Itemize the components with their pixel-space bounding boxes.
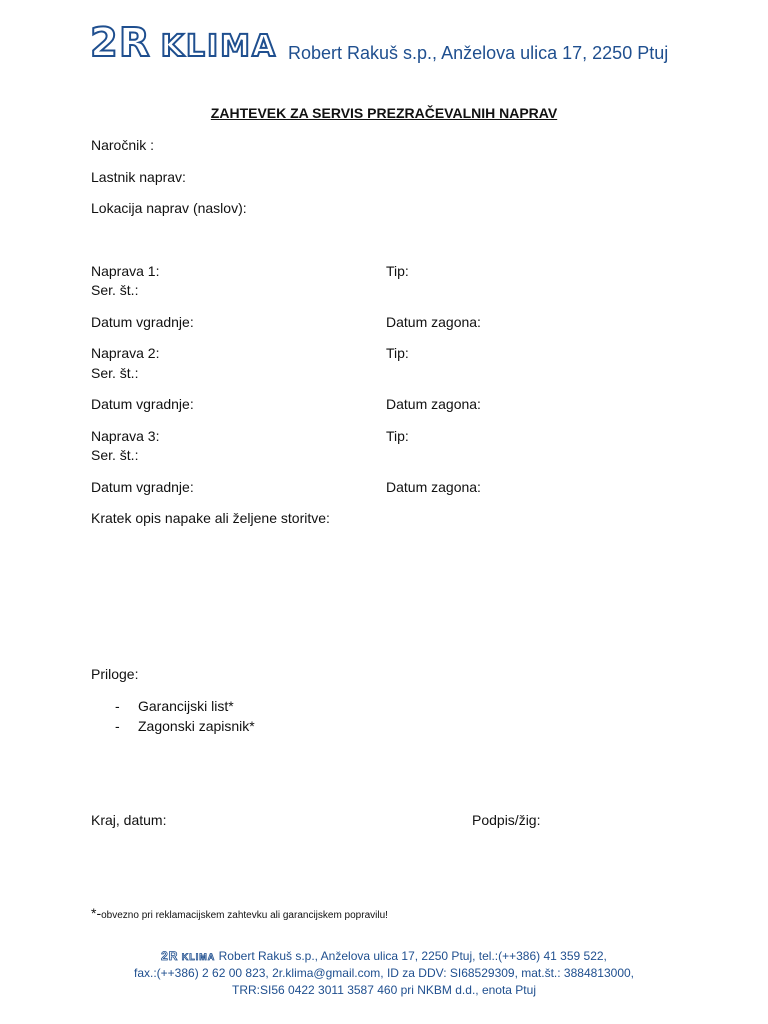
device-2-datum-vgradnje: Datum vgradnje: bbox=[91, 396, 194, 412]
device-3-datum-vgradnje: Datum vgradnje: bbox=[91, 479, 194, 495]
device-1-name: Naprava 1: bbox=[91, 263, 160, 279]
footnote-text: obvezno pri reklamacijskem zahtevku ali garancijskem popravilu! bbox=[101, 910, 388, 921]
footer-line-1-text: Robert Rakuš s.p., Anželova ulica 17, 2250 Ptuj, tel.:(++386) 41 359 522, bbox=[215, 949, 607, 963]
priloge-bullet-1: - bbox=[115, 698, 120, 714]
device-2-ser: Ser. št.: bbox=[91, 365, 139, 381]
narocnik-label: Naročnik : bbox=[91, 137, 155, 153]
logo-main: 2R bbox=[90, 20, 151, 66]
device-1-datum-vgradnje: Datum vgradnje: bbox=[91, 314, 194, 330]
footer-logo-main: 2R bbox=[161, 949, 179, 963]
company-logo bbox=[90, 20, 277, 66]
device-2-datum-zagona: Datum zagona: bbox=[386, 396, 481, 412]
footer-logo-sub: KLIMA bbox=[181, 952, 216, 962]
device-2-name: Naprava 2: bbox=[91, 345, 160, 361]
device-3-ser: Ser. št.: bbox=[91, 447, 139, 463]
priloge-bullet-2: - bbox=[115, 718, 120, 734]
device-3-name: Naprava 3: bbox=[91, 428, 160, 444]
logo-sub: KLIMA bbox=[160, 29, 278, 64]
device-1-datum-zagona: Datum zagona: bbox=[386, 314, 481, 330]
priloge-label: Priloge: bbox=[91, 666, 139, 682]
device-1-ser: Ser. št.: bbox=[91, 282, 139, 298]
device-3-tip: Tip: bbox=[386, 428, 409, 444]
opis-label: Kratek opis napake ali željene storitve: bbox=[91, 510, 330, 526]
device-2-tip: Tip: bbox=[386, 345, 409, 361]
footer-line-2: fax.:(++386) 2 62 00 823, 2r.klima@gmail.com, ID za DDV: SI68529309, mat.št.: 3884813000, bbox=[133, 966, 634, 980]
podpis-label: Podpis/žig: bbox=[472, 812, 541, 828]
lokacija-label: Lokacija naprav (naslov): bbox=[91, 200, 247, 216]
company-line: Robert Rakuš s.p., Anželova ulica 17, 2250 Ptuj bbox=[288, 43, 669, 63]
footnote bbox=[91, 905, 388, 921]
priloge-item-zagonski: Zagonski zapisnik* bbox=[138, 718, 255, 734]
priloge-item-garancijski: Garancijski list* bbox=[138, 698, 234, 714]
kraj-datum-label: Kraj, datum: bbox=[91, 812, 167, 828]
footer-line-3: TRR:SI56 0422 3011 3587 460 pri NKBM d.d., enota Ptuj bbox=[232, 983, 536, 997]
footer-line-1 bbox=[0, 949, 768, 963]
device-3-datum-zagona: Datum zagona: bbox=[386, 479, 481, 495]
form-title: ZAHTEVEK ZA SERVIS PREZRAČEVALNIH NAPRAV bbox=[210, 105, 558, 121]
device-1-tip: Tip: bbox=[386, 263, 409, 279]
footnote-star: *- bbox=[91, 905, 102, 921]
lastnik-label: Lastnik naprav: bbox=[91, 169, 186, 185]
